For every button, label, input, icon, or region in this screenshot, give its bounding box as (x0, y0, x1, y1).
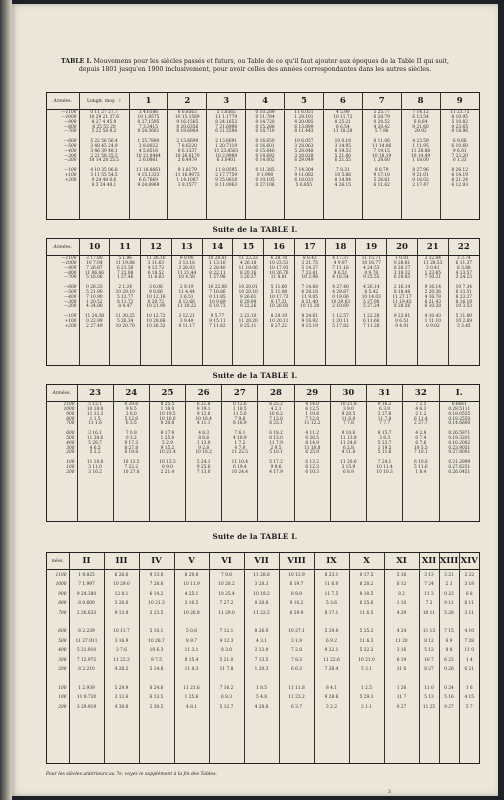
column-header: 17 (294, 239, 325, 256)
column-header: I. (439, 385, 479, 402)
table-cell: 3 12.84 11 28.53 3 0.41 1 23.65 7 10.21 9 16.14 2 20.36 4 16.78 6 21.43 6 10.28 4 10.43 1 11.10 0 9.02 (417, 256, 448, 366)
column-header: 28 (258, 385, 294, 402)
table-cell: 8 25.2 4 2.1 10 6.2 7 13.6 8 23.1 6 18.2 8 13.0 11 7.9 2 9.5 5 10.1 5 17.2 9 9.6 4 17.9 (258, 402, 294, 522)
table-row (47, 110, 479, 220)
column-header: III (104, 553, 139, 570)
column-header: VII (244, 553, 279, 570)
table-cell: 10 21.8 3 9.0 9 20.5 11 6.8 7 7.8 9 10.6 11 13.8 11 24.6 6 2.8 4 11.8 11 20.6 3 15.9 6 8.9 (330, 402, 366, 522)
column-header: 25 (149, 385, 185, 402)
column-header: 20 (387, 239, 418, 256)
column-header: IV (139, 553, 174, 570)
column-header: 6 (323, 93, 362, 110)
table-2 (47, 239, 479, 365)
table-cell: —1100 —1000 —900 —800 —700 —600 —500 —400 —300 —200 —100 +100 +200 (61, 256, 77, 329)
table-cell: 8 29.6 9 8.5 2 6.0 5 12.0 6 3.5 7 0.9 0 3.2 9 17.3 8 27.8 8 19.8 10 13.5 7 22.2 10 27.8 (113, 402, 149, 522)
column-header: 15 (233, 239, 264, 256)
table-cell: 11 28.6 3 28.3 10 19.2 0 20.8 11 22.5 8 26.0 4 3.1 2 12.0 7 13.5 1 20.3 1 8.5 5 4.8 4 28.8 (244, 570, 279, 764)
table-1 (47, 93, 479, 219)
column-header: 2 (168, 93, 207, 110)
table-cell: 9 0.90 3 13.16 3 26.03 11 21.44 10 4.58 2 9.19 11 4.44 3 6.51 8 12.66 11 10.22 3 12.21 3 9.49 9 11.17 (171, 256, 202, 366)
column-header: 14 (202, 239, 233, 256)
table-cell: 4 5.90 10 11.72 8 25.21 6 6.54 11 18.28 10 0.18 3 14.95 6 19.53 5 21.80 6 21.55 7 8.31 10 5.86 8 14.84 4 26.15 (323, 110, 362, 220)
table-cell: 8 25.5 1 18.0 10 19.5 10 16.0 0 20.8 8 17.9 1 25.0 5 2.9 9 15.2 10 21.4 10 13.3 0 9.0 2 21.4 (149, 402, 185, 522)
table-cell: 5 1.96 11 19.88 6 21.36 7 21.88 1 27.46 2 1.24 10 29.10 5 12.77 8 11.72 8 4.47 11 30.25 5 26.34 10 20.70 (110, 256, 141, 366)
section-subtitle: Suite de la TABLE I. (212, 225, 298, 234)
table-row (47, 256, 479, 366)
column-header: 22 (448, 239, 479, 256)
table-cell: 11 6.051 1 28.101 4 20.085 6 13.899 8 11.443 10 6.057 3 28.063 5 28.048 3 28.028 6 29.049 7 14.304 9 11.082 6 10.031 5 6.855 (285, 110, 324, 220)
column-header: V (174, 553, 209, 570)
column-header: nées. (47, 553, 69, 570)
table-cell: 7 2.5 4 6.3 2 1.2 6 11.4 2 27.7 4 2.8 0 7.4 6 7.6 10 5.5 7 10.1 6 10.8 5 11.6 1 8.4 (403, 402, 439, 522)
table-cell: 11 26.16 3 11.63 4 13.72 6 18.52 11 6.03 3 6.06 9 8.66 10 12.16 6 29.72 10 21.90 10 12.72 10 28.68 10 26.32 (141, 256, 172, 366)
column-header: Années. (47, 93, 79, 110)
table-title-label: TABLE I. (61, 58, 92, 65)
table-cell: 6 6.8563 10 15.1569 9 16.1565 8 20.6356 8 19.6964 2 13.6699 7 8.6220 6 6.1337 10 26.6170 2 6.4479 9 1.8179 11 16.9073 1 14.1087 3 9.1577 (168, 110, 207, 220)
table-cell: 3 13 7 24 11 3 7 2 10 11 11 13 8 12 5 12 10 7 8 27 11 0 5 13 11 25 (419, 570, 439, 764)
section-subtitle: Suite de la TABLE I. (212, 532, 298, 541)
table-cell: 10 28.81 1 13.16 2 28.40 8 22.11 1 27.98 10 22.88 7 16.86 0 11.85 10 9.89 6 19.73 9 5.77 9 15.11 7 11.82 (202, 256, 233, 366)
table-cell: 8 29.8 10 11.9 4 25.1 3 16.5 10 26.8 5 0.8 8 9.7 11 3.1 8 15.4 11 8.3 11 21.6 1 25.6 4 8.1 (174, 570, 209, 764)
table-cell: 8 8.43 3 21.75 5 14.27 7 23.81 10 2.98 7 14.68 6 28.18 11 9.05 8 21.40 10 11.30 8 24.61 9 16.92 9 15.19 (294, 256, 325, 366)
table-cell: 9 16.2 6 3.0 3 27.6 11 7.8 7 7.7 8 15.7 3 8.3 5 23.7 1 19.5 5 11.6 7 24.1 10 11.4 10 10.3 (367, 402, 403, 522)
column-header: 16 (264, 239, 295, 256)
column-header: 29 (294, 385, 330, 402)
table-cell: 1100 1000 900 800 700 600 500 400 300 200 100 100 200 (63, 402, 75, 475)
column-header: 10 (79, 239, 110, 256)
table-cell: 7 14.12 6 13.54 6 8.64 9 21.60 29.92 4 23.59 1 11.95 11 28.88 10 14.49 1 18.00 8 27.96 9 21.01 0 16.02 2 17.47 (401, 110, 440, 220)
column-header: 27 (222, 385, 258, 402)
column-header: XIII (439, 553, 459, 570)
table-block-3 (46, 384, 480, 522)
table-title (12, 58, 498, 75)
table-cell: 11 15.71 10 16.77 4 24.53 0 9.78 9 25.55 4 26.14 6 5.42 10 14.03 5 27.98 5 27.24 1 22.28 6 11.60 7 11.26 (356, 256, 387, 366)
table-cell: 7 9.6 10 28.2 10 25.4 7 27.2 11 29.0 7 12.1 4 12.3 8 3.0 5 21.0 11 7.8 7 16.2 6 8.3 5 12.7 (209, 570, 244, 764)
page-number: 3 (388, 790, 391, 795)
column-header: 11 (110, 239, 141, 256)
column-header: 18 (325, 239, 356, 256)
column-header: Longit. moy. ☽ (79, 93, 129, 110)
table-block-2 (46, 238, 480, 366)
column-header: XIV (459, 553, 479, 570)
footnote: Pour les siècles antérieurs au 7e, voyez le supplément à la fin des Tables. (46, 772, 217, 777)
column-header: Années. (47, 385, 77, 402)
column-header: VI (209, 553, 244, 570)
table-cell: 5 25.77 6 28.79 0 20.52 4 20.42 5 7.96 8 11.06 11 14.06 7 19.15 10 18.19 1 28.60 8 8.79 9 17.10 5 26.61 6 11.62 (362, 110, 401, 220)
column-header: XI (384, 553, 419, 570)
table-cell: 0 11 27 27.7 10 29 21 37.6 8 27 4 45.9 8 25 53 20 5 22 58 9.2 5 22 56 56.4 3 48 45 24.9 3 46 39 48.1 2 21 58 25.5 10 14 28 25.5 4 10 35 06.8 3 11 55 54.5 9 24 48 6.6 8 3 24 48.1 (79, 110, 129, 220)
table-cell: 3 22 3 18 6 8 6 11 3 11 4 10 7 28 11 0 1 4 6 21 1 6 4 15 5 7 (459, 570, 479, 764)
table-cell: 0 17.5 8 20.2 9 10.5 6 25.6 11 6.5 5 25.2 11 6.3 5 22.2 10 21.0 5 3.1 1 2.5 5 29.3 3 1.1 (349, 570, 384, 764)
table-title-line1: Mouvemens pour les siècles passés et futurs, ou Table de ce qu'il faut ajouter aux époques de la Table II qui suit, (93, 58, 449, 65)
column-header: 12 (141, 239, 172, 256)
table-cell: 1100 1000 900 800 700 600 500 400 300 200 100 100 200 (55, 573, 67, 710)
table-cell: 11 22.33 4 26.18 11 18.06 8 20.16 3 20.37 10 20.01 10 20.10 9 26.61 8 29.99 9 22.26 2 22.10 11 28.20 8 25.11 (233, 256, 264, 366)
table-cell: 0 12.6 1 18.5 11 5.6 7 9.6 8 16.9 7 6.1 4 18.9 1 7.2 4 7.0 11 22.5 11 10.4 6 19.4 10 24.4 (222, 402, 258, 522)
column-header: 32 (403, 385, 439, 402)
table-cell: 4 14.0 6 12.5 1 10.8 7 12.8 11 12.2 4 11.2 6 26.5 8 14.9 11 10.8 6 25.9 6 13.2 6 12.3 6 10.3 (294, 402, 330, 522)
column-header: 23 (77, 385, 113, 402)
table-cell: 4 17.37 4 9.97 7 11.18 8 6.51 4 16.54 4 27.40 4 29.87 0 19.06 10 29.03 2 10.69 1 12.57 1 20.11 5 17.82 (325, 256, 356, 366)
column-header: 1 (129, 93, 168, 110)
column-header: 3 (207, 93, 246, 110)
column-header: XII (419, 553, 439, 570)
table-cell: 10 12.9 6 19.7 8 8.9 9 10.2 8 29.9 10 27.1 3 1.9 7 2.8 7 8.3 6 6.3 11 11.8 11 23.2 6 3.7 (279, 570, 314, 764)
table-cell: 6 28.78 10 23.51 10 17.93 10 26.76 11 8.81 5 11.60 5 11.08 10 17.73 8 17.21 10 26.93 8 29.19 10 20.11 8 27.22 (264, 256, 295, 366)
table-cell: 6 26.6 10 29.0 12 8.1 3 26.6 9 13.8 10 11.7 3 16.9 3 7.6 11 22.3 4 26.2 5 29.9 3 12.6 4 30.8 (104, 570, 139, 764)
table-cell: 5 16 6 12 8 2 1 10 4 29 4 24 11 20 3 16 6 19 11 6 1 26 11 7 0 27 (384, 570, 419, 764)
table-cell: 0 10.289 0 11.784 0 14.720 0 15.288 0 18.710 0 16.650 0 16.601 0 15.640 0 14.692 0 14.002 0 11.385 0 1.990 0 10.105 0 27.106 (246, 110, 285, 220)
table-header-row (47, 385, 479, 402)
table-cell: 9 13.0 7 28.6 6 14.2 10 21.3 3 23.5 5 10.1 10 28.7 10 6.3 9 7.5 5 14.8 8 24.6 6 13.5 2 30.5 (139, 570, 174, 764)
column-header: 13 (171, 239, 202, 256)
column-header: 30 (330, 385, 366, 402)
column-header: 19 (356, 239, 387, 256)
column-header: 5 (285, 93, 324, 110)
table-3 (47, 385, 479, 521)
section-subtitle: Suite de la TABLE I. (212, 371, 298, 380)
column-header: 31 (367, 385, 403, 402)
table-cell: 1 9.825 7 1.997 9 24.380 8 0.600 2 26.633 6 2.239 11 27.911 5 21.910 7 12.972 8 2.210 1 2.939 11 9.720 3 29.919 (69, 570, 104, 764)
table-row (47, 402, 479, 522)
column-header: II (69, 553, 104, 570)
column-header: 26 (186, 385, 222, 402)
book-page (12, 4, 498, 796)
column-header: 8 (401, 93, 440, 110)
table-cell: 0.6661 0.28.5111 0.18.0555 0.18.2550 0.14.6600 0.26.5871 0.19.3201 0.10.2002 0.23.9051 0.27.8001 0.21.2999 0.27.6251 0.26.0451 (439, 402, 479, 522)
book-binding-edge (0, 0, 12, 800)
table-cell: —1100 —1000 —900 —800 —700 —600 —500 —400 —300 —200 —100 +100 +200 (61, 110, 77, 183)
table-cell: 5 12.1 10 18.8 11 12.3 1 1.5 11 1.6 3 16.1 11 28.6 5 28.7 4 6.5 5 2.2 11 10.8 3 11.0 3 16.2 (77, 402, 113, 522)
column-header: 4 (246, 93, 285, 110)
table-header-row (47, 553, 479, 570)
column-header: 9 (440, 93, 479, 110)
table-cell: 8 23.1 11 6.0 11 7.5 5 3.6 8 17.1 5 29.0 6 9.2 9 22.1 11 22.6 7 26.4 8 4.1 9 28.6 3 2.2 (314, 570, 349, 764)
column-header: VIII (279, 553, 314, 570)
table-cell: 5 1.8565 11 1.1779 8 24.1653 7 21.6996 6 21.5594 2 13.6691 1 20.7119 11 23.8561 10 2.9989 6 3.0401 11 8.0595 2 17.7759 9 25.0618 8 11.0063 (207, 110, 246, 220)
table-cell: 11 23.75 8 10.95 5 10.82 0 23.65 9 18.96 6 9.66 6 10.60 9 6.81 7 23.20 0 1.33 8 26.12 6 14.19 8 21.24 6 12.93 (440, 110, 479, 220)
table-cell: 3 3.74 6 11.37 8 3.88 4 13.57 3 24.13 10 7.34 6 13.51 8 23.27 8 16.19 10 3.53 5 11.00 10 2.69 3 3.45 (448, 256, 479, 366)
table-cell: 1 0.01 0 28.81 8 20.17 3 18.32 6 29.83 2 16.14 8 18.48 11 27.17 11 19.45 8 28.56 9 23.81 0 6.51 9 4.91 (387, 256, 418, 366)
table-4 (47, 553, 479, 763)
column-header: Années. (47, 239, 79, 256)
table-row (47, 570, 479, 764)
table-block-4 (46, 552, 480, 764)
table-cell: 3 4.6186 10 1.8575 8 27.1595 7 3.3415 9 24.3661 1 25.7880 3 8.8022 4 5.8516 10 21.8444 2 6.0861 11 18.8661 4 15.1333 6 6.7669 9 24.8969 (129, 110, 168, 220)
column-header: 24 (113, 385, 149, 402)
table-cell: 3 17.80 10 7.04 7 26.87 11 06.66 5 16.06 0 26.33 5 21.90 7 10.90 1 20.52 4 24.80 11 24.38 0 22.99 2 27.49 (79, 256, 110, 366)
column-header: IX (314, 553, 349, 570)
table-cell: 6 21.8 8 19.1 9 12.6 10 18.4 4 11.1 4 8.3 8 6.6 1 13.0 9 2.8 10 16.2 5 24.1 9 25.6 7 13.0 (186, 402, 222, 522)
table-header-row (47, 93, 479, 110)
table-block-1 (46, 92, 480, 220)
column-header: X (349, 553, 384, 570)
table-header-row (47, 239, 479, 256)
table-title-line2: depuis 1801 jusqu'en 1900 inclusivement, pour avoir celles des années correspondantes dans les autres siècles. (78, 66, 432, 74)
column-header: 21 (417, 239, 448, 256)
table-cell: 3 21 2 3 0 23 9 11 5 28 7 15 6 9 8 8 6 23 0 26 0 24 5 16 9 27 (439, 570, 459, 764)
column-header: 7 (362, 93, 401, 110)
